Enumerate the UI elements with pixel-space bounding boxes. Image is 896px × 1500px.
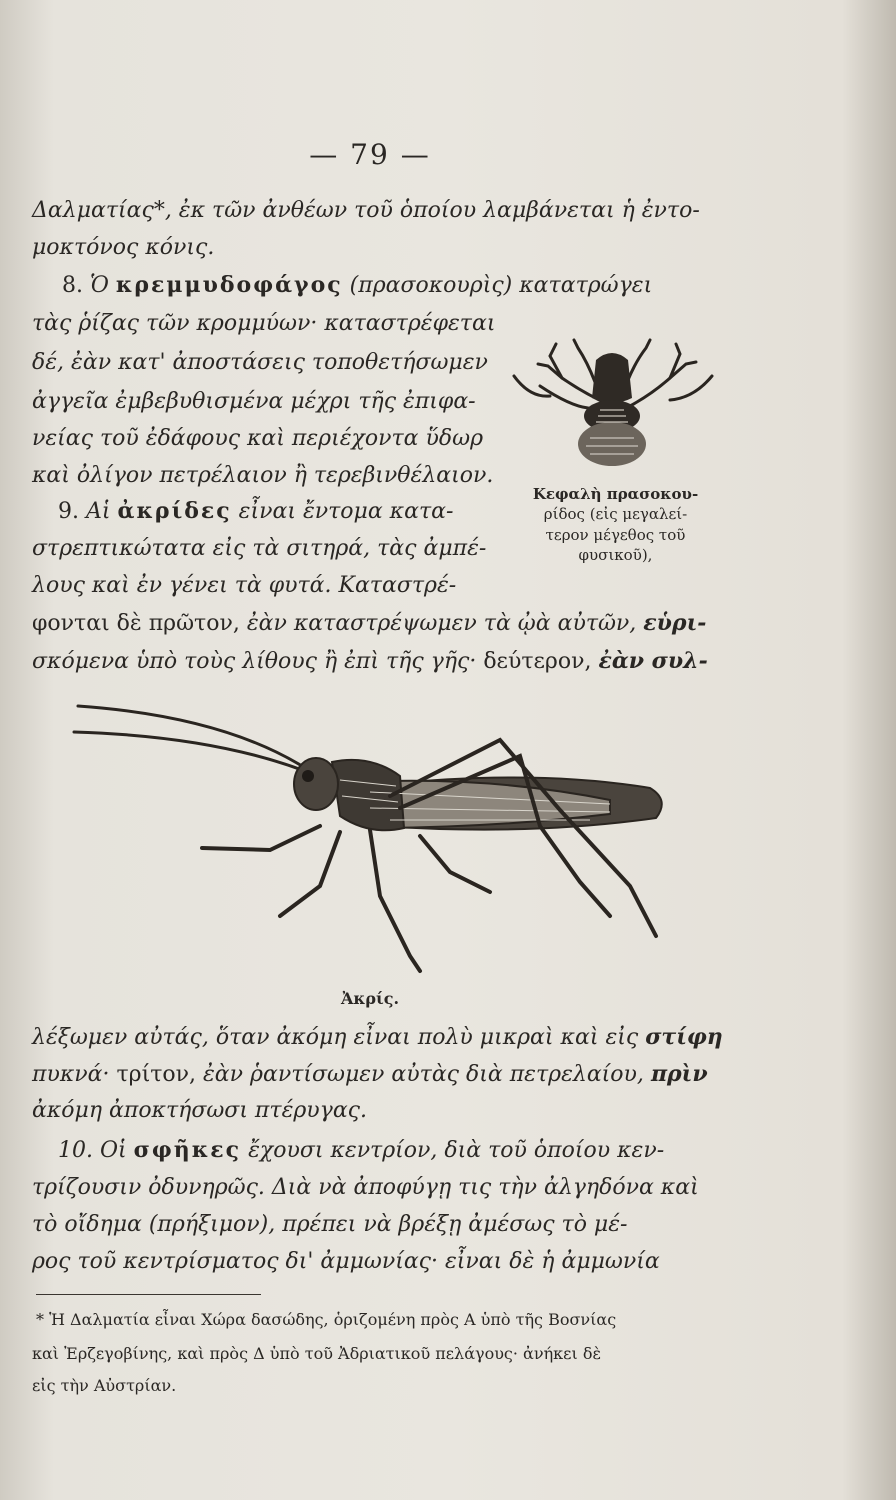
text-segment: εὑρι- [643,610,707,636]
paragraph-lead: Οἱ [100,1138,127,1163]
paragraph-number: 10. [58,1138,93,1163]
footnote-line: καὶ Ἐρζεγοβίνης, καὶ πρὸς Δ ὑπὸ τοῦ Ἀδριατικοῦ πελάγους· ἀνήκει δὲ [32,1344,602,1363]
mole-cricket-head-illustration [500,336,725,471]
paragraph-lead: Αἱ [86,499,111,524]
paragraph-number: 9. [58,499,79,524]
paragraph-rest: (πρασοκουρὶς) κατατρώγει [349,273,653,298]
footnote-rule [36,1294,261,1295]
paragraph-10-first-line [58,1139,664,1162]
paragraph-8-first-line [62,274,652,297]
paragraph-rest: ἔχουσι κεντρίον, διὰ τοῦ ὁποίου κεν- [248,1138,665,1163]
text-line: δέ, ἐὰν κατ' ἀποστάσεις τοποθετήσωμεν [32,350,488,375]
text-line: μοκτόνος κόνις. [32,235,215,260]
figure-caption-mole-cricket [508,484,723,565]
text-segment: στίφη [645,1024,723,1050]
text-line: νείας τοῦ ἐδάφους καὶ περιέχοντα ὕδωρ [32,426,483,451]
text-line: καὶ ὀλίγον πετρέλαιον ἢ τερεβινθέλαιον. [32,463,494,488]
text-line: ρος τοῦ κεντρίσματος δι' ἀμμωνίας· εἶναι δὲ ἡ ἀμμωνία [32,1249,660,1274]
text-segment: δεύτερον, [483,649,592,674]
text-line [32,612,706,635]
text-segment: ἐὰν ῥαντίσωμεν αὐτὰς διὰ πετρελαίου, [203,1062,644,1087]
figure-caption-grasshopper: Ἀκρίς. [340,989,400,1008]
term-krommydofagos: κρεμμυδοφάγος [115,272,343,298]
paragraph-rest: εἶναι ἔντομα κατα- [238,499,454,524]
footnote-line: * Ἡ Δαλματία εἶναι Χώρα δασώδης, ὁριζομένη πρὸς Α ὑπὸ τῆς Βοσνίας [36,1310,617,1329]
text-line: τρίζουσιν ὀδυνηρῶς. Διὰ νὰ ἀποφύγῃ τις τὴν ἀλγηδόνα καὶ [32,1175,699,1200]
text-segment: σκόμενα ὑπὸ τοὺς λίθους ἢ ἐπὶ τῆς γῆς· [32,649,477,674]
text-line: Δαλματίας*, ἐκ τῶν ἀνθέων τοῦ ὁποίου λαμβάνεται ἡ ἐντο- [32,198,700,223]
text-line [32,1063,708,1086]
text-line [32,650,708,673]
text-line: στρεπτικώτατα εἰς τὰ σιτηρά, τὰς ἀμπέ- [32,536,487,561]
caption-line: ρίδος (εἰς μεγαλεί- [543,505,688,524]
caption-title: Κεφαλὴ πρασοκου- [532,485,699,503]
page-number: — 79 — [309,138,431,171]
text-segment: τρίτον, [116,1062,196,1087]
paragraph-9-first-line [58,500,453,523]
text-line: τὸ οἴδημα (πρήξιμον), πρέπει νὰ βρέξῃ ἀμέσως τὸ μέ- [32,1212,628,1237]
footnote-line: εἰς τὴν Αὐστρίαν. [32,1376,177,1395]
caption-line: τερον μέγεθος τοῦ [545,525,686,544]
paragraph-lead: Ὁ [90,273,109,298]
text-segment: ἐὰν καταστρέψωμεν τὰ ᾠὰ αὐτῶν, [246,611,637,636]
text-segment: πρὶν [650,1061,708,1087]
text-line: λους καὶ ἐν γένει τὰ φυτά. Καταστρέ- [32,573,457,598]
text-line: ἀκόμη ἀποκτήσωσι πτέρυγας. [32,1098,367,1123]
text-segment: πυκνά· [32,1062,110,1087]
grasshopper-illustration [70,696,680,986]
text-segment: ἐὰν συλ- [598,648,708,674]
paragraph-number: 8. [62,273,83,298]
term-sfikes: σφῆκες [133,1137,242,1163]
text-segment: λέξωμεν αὐτάς, ὅταν ἀκόμη εἶναι πολὺ μικραὶ καὶ εἰς [32,1025,639,1050]
caption-line: φυσικοῦ), [578,545,653,564]
text-line: τὰς ῥίζας τῶν κρομμύων· καταστρέφεται [32,311,496,336]
text-line: ἀγγεῖα ἐμβεβυθισμένα μέχρι τῆς ἐπιφα- [32,389,476,414]
text-segment: φονται δὲ πρῶτον, [32,611,240,636]
term-akrides: ἀκρίδες [117,498,232,524]
text-line [32,1026,723,1049]
